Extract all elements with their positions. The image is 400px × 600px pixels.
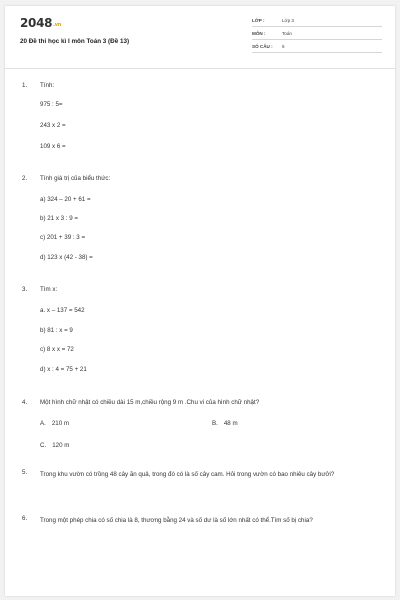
- question-number: 5.: [22, 469, 28, 476]
- meta-class-value: Lớp 3: [282, 18, 294, 23]
- meta-subject-label: MÔN :: [252, 31, 266, 36]
- question-2-item-b: b) 21 x 3 : 9 =: [40, 215, 79, 222]
- option-value: 48 m: [223, 420, 238, 427]
- option-letter: C.: [40, 442, 47, 449]
- meta-subject: [252, 30, 382, 40]
- question-1-item-1: 975 : 5=: [40, 101, 63, 108]
- question-number: 2.: [22, 175, 28, 182]
- option-value: 210 m: [51, 420, 70, 427]
- question-3-item-a: a. x – 137 = 542: [40, 307, 85, 314]
- logo-main: 2048: [20, 16, 53, 30]
- header-divider: [5, 68, 395, 69]
- question-number: 1.: [22, 82, 28, 89]
- question-1-item-2: 243 x 2 =: [40, 122, 66, 129]
- option-a[interactable]: [40, 420, 69, 427]
- meta-count-label: SỐ CÂU :: [252, 44, 273, 49]
- header: [5, 6, 395, 64]
- question-number: 6.: [22, 515, 28, 522]
- meta-class-label: LỚP :: [252, 18, 265, 23]
- question-text: Một hình chữ nhật có chiều dài 15 m,chiều rộng 9 m .Chu vi của hình chữ nhật?: [40, 399, 260, 406]
- question-number: 3.: [22, 286, 28, 293]
- question-3-item-c: c) 8 x x = 72: [40, 346, 74, 353]
- worksheet-page: [5, 6, 395, 596]
- meta-subject-value: Toán: [282, 31, 292, 36]
- question-number: 4.: [22, 399, 28, 406]
- logo[interactable]: [20, 16, 61, 30]
- question-text: Tìm x:: [40, 286, 58, 293]
- question-text: Tính giá trị của biểu thức:: [40, 175, 111, 182]
- question-text: Trong một phép chia có số chia là 8, thương bằng 24 và số dư là số lớn nhất có thể.Tìm số bị chia?: [40, 517, 313, 524]
- option-letter: A.: [40, 420, 46, 427]
- meta-count-value: 6: [282, 44, 285, 49]
- option-value: 120 m: [52, 442, 70, 449]
- question-text: Trong khu vườn có trồng 48 cây ăn quả, trong đó có là số cây cam. Hỏi trong vườn có bao nhiêu cây bưởi?: [40, 471, 335, 478]
- document-title: 20 Đề thi học kì I môn Toán 3 (Đề 13): [20, 38, 130, 45]
- question-2-item-a: a) 324 – 20 + 61 =: [40, 196, 91, 203]
- option-b[interactable]: [212, 420, 238, 427]
- meta-class: [252, 17, 382, 27]
- question-3-item-d: d) x : 4 = 75 + 21: [40, 366, 87, 373]
- question-2-item-c: c) 201 + 39 : 3 =: [40, 234, 86, 241]
- logo-suffix: .vn: [53, 22, 62, 28]
- option-c[interactable]: [40, 442, 69, 449]
- meta-count: [252, 43, 382, 53]
- question-1-item-3: 109 x 6 =: [40, 143, 66, 150]
- question-2-item-d: d) 123 x (42 - 38) =: [40, 254, 93, 261]
- question-3-item-b: b) 81 : x = 9: [40, 327, 73, 334]
- question-text: Tính:: [40, 82, 55, 89]
- option-letter: B.: [212, 420, 218, 427]
